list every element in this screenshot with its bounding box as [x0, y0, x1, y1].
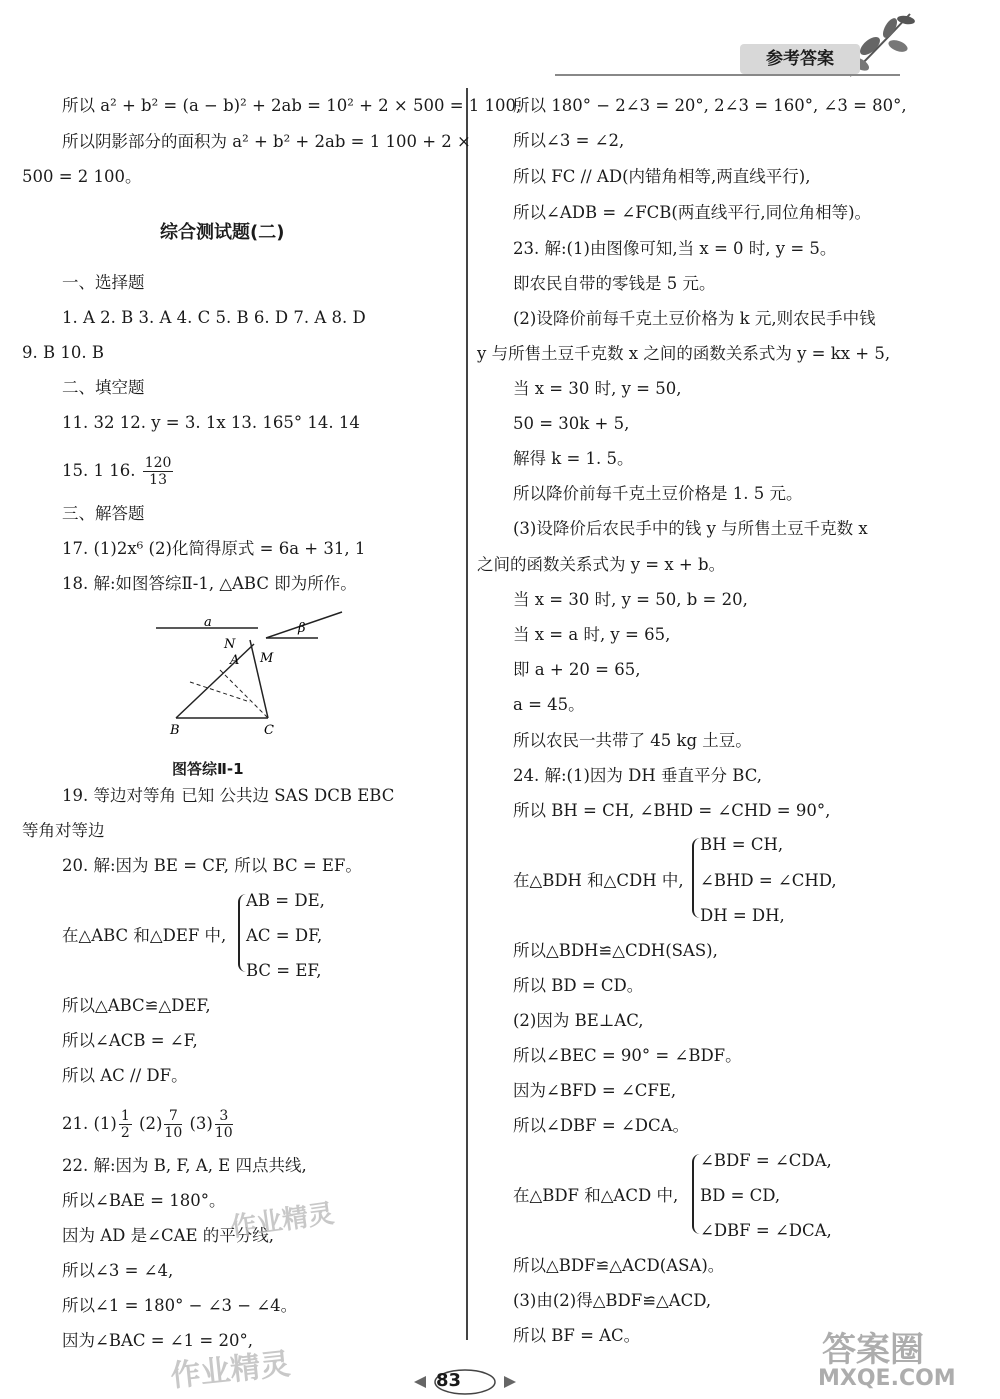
brace — [692, 1154, 700, 1234]
column-divider — [466, 88, 468, 1340]
answer-text: 15. 1 16. — [62, 461, 136, 480]
answer-line: 当 x = 30 时, y = 50, b = 20, — [513, 590, 748, 609]
answer-line: 所以∠3 = ∠2, — [513, 131, 625, 150]
numerator: 3 — [215, 1108, 233, 1125]
condition-line: BH = CH, — [700, 835, 784, 854]
label-N: N — [224, 637, 236, 652]
answer-line: 所以 AC // DF。 — [62, 1066, 188, 1085]
answer-line: 所以∠ADB = ∠FCB(两直线平行,同位角相等)。 — [513, 203, 872, 222]
answer-line: 所以∠BAE = 180°。 — [62, 1191, 226, 1210]
answer-line: 因为∠BAC = ∠1 = 20°, — [62, 1331, 253, 1350]
answer-line: 所以 BF = AC。 — [513, 1326, 641, 1345]
numerator: 120 — [144, 455, 172, 471]
fraction — [215, 1108, 233, 1141]
label-A: A — [230, 653, 240, 668]
answer-line: 24. 解:(1)因为 DH 垂直平分 BC, — [513, 766, 762, 785]
brace — [238, 894, 246, 972]
text-line: 500 = 2 100。 — [22, 167, 142, 186]
section-heading: 一、选择题 — [62, 273, 145, 292]
answer-line: 所以 BD = CD。 — [513, 976, 644, 995]
answer-text: (2) — [139, 1114, 163, 1133]
denominator: 10 — [164, 1125, 183, 1141]
answer-line: (3)由(2)得△BDF≌△ACD, — [513, 1291, 712, 1310]
answer-line: (3)设降价后农民手中的钱 y 与所售土豆千克数 x — [513, 519, 868, 538]
geometry-figure — [150, 610, 350, 740]
text-line: 所以 a² + b² = (a − b)² + 2ab = 10² + 2 × 500 = 1 100, — [62, 96, 522, 115]
answer-line: 在△BDH 和△CDH 中, — [513, 871, 684, 890]
condition-line: DH = DH, — [700, 906, 785, 925]
figure-caption: 图答综Ⅱ-1 — [172, 760, 244, 778]
answer-line: 所以 180° − 2∠3 = 20°, 2∠3 = 160°, ∠3 = 80°, — [513, 96, 907, 115]
section-heading: 三、解答题 — [62, 504, 145, 523]
answer-line: 在△BDF 和△ACD 中, — [513, 1186, 679, 1205]
answer-text: 21. (1) — [62, 1114, 117, 1133]
condition-line: BD = CD, — [700, 1186, 781, 1205]
answer-line: 17. (1)2x⁶ (2)化简得原式 = 6a + 31, 1 — [62, 539, 366, 558]
answer-line: (2)因为 BE⊥AC, — [513, 1011, 644, 1030]
answer-line: 所以∠1 = 180° − ∠3 − ∠4。 — [62, 1296, 298, 1315]
section-heading: 二、填空题 — [62, 378, 145, 397]
answer-line: a = 45。 — [513, 695, 585, 714]
watermark: MXQE.COM — [818, 1366, 956, 1391]
answer-line: 18. 解:如图答综Ⅱ-1, △ABC 即为所作。 — [62, 574, 357, 593]
denominator: 13 — [149, 472, 167, 488]
answer-text: (3) — [189, 1114, 213, 1133]
answer-line — [62, 455, 175, 488]
denominator: 2 — [120, 1125, 130, 1141]
page-number: 83 — [436, 1370, 462, 1391]
answer-line: 即 a + 20 = 65, — [513, 660, 641, 679]
answer-line: 所以∠ACB = ∠F, — [62, 1031, 198, 1050]
label-beta: β — [298, 621, 306, 636]
fraction — [119, 1108, 132, 1141]
answer-line: 23. 解:(1)由图像可知,当 x = 0 时, y = 5。 — [513, 239, 837, 258]
answer-line: 解得 k = 1. 5。 — [513, 449, 634, 468]
condition-line: AB = DE, — [246, 891, 325, 910]
answer-line: 所以△ABC≌△DEF, — [62, 996, 211, 1015]
answer-line: 当 x = 30 时, y = 50, — [513, 379, 682, 398]
answer-key-badge: 参考答案 — [740, 44, 860, 74]
header-rule — [555, 74, 900, 76]
page-number-ornament — [410, 1368, 520, 1396]
watermark: 答案圈 — [822, 1330, 924, 1370]
answer-line: 11. 32 12. y = 3. 1x 13. 165° 14. 14 — [62, 413, 360, 432]
fraction — [143, 455, 174, 488]
condition-line: ∠BHD = ∠CHD, — [700, 871, 837, 890]
label-a: a — [204, 615, 212, 630]
answer-line: (2)设降价前每千克土豆价格为 k 元,则农民手中钱 — [513, 309, 876, 328]
numerator: 1 — [120, 1108, 130, 1124]
answer-line: 20. 解:因为 BE = CF, 所以 BC = EF。 — [62, 856, 362, 875]
answer-line: 1. A 2. B 3. A 4. C 5. B 6. D 7. A 8. D — [62, 308, 366, 327]
answer-line: 所以∠DBF = ∠DCA。 — [513, 1116, 690, 1135]
answer-line: 等角对等边 — [22, 821, 105, 840]
answer-line: 因为 AD 是∠CAE 的平分线, — [62, 1226, 275, 1245]
answer-line: 22. 解:因为 B, F, A, E 四点共线, — [62, 1156, 307, 1175]
answer-line: 在△ABC 和△DEF 中, — [62, 926, 227, 945]
answer-line: 所以农民一共带了 45 kg 土豆。 — [513, 731, 752, 750]
answer-line: 19. 等边对等角 已知 公共边 SAS DCB EBC — [62, 786, 395, 805]
watermark: 作业精灵 — [228, 1198, 336, 1244]
fraction — [164, 1108, 182, 1141]
label-B: B — [170, 723, 180, 738]
condition-line: ∠BDF = ∠CDA, — [700, 1151, 832, 1170]
answer-line: 所以∠3 = ∠4, — [62, 1261, 174, 1280]
answer-line: y 与所售土豆千克数 x 之间的函数关系式为 y = kx + 5, — [477, 344, 891, 363]
answer-line: 因为∠BFD = ∠CFE, — [513, 1081, 677, 1100]
condition-line: ∠DBF = ∠DCA, — [700, 1221, 832, 1240]
answer-line: 9. B 10. B — [22, 343, 104, 362]
condition-line: AC = DF, — [246, 926, 323, 945]
numerator: 7 — [164, 1108, 182, 1125]
answer-line: 所以△BDF≌△ACD(ASA)。 — [513, 1256, 725, 1275]
answer-line: 所以 BH = CH, ∠BHD = ∠CHD = 90°, — [513, 801, 831, 820]
answer-line: 之间的函数关系式为 y = x + b。 — [477, 555, 726, 574]
answer-line: 50 = 30k + 5, — [513, 414, 630, 433]
condition-line: BC = EF, — [246, 961, 322, 980]
answer-line: 当 x = a 时, y = 65, — [513, 625, 671, 644]
answer-line: 即农民自带的零钱是 5 元。 — [513, 274, 716, 293]
text-line: 所以阴影部分的面积为 a² + b² + 2ab = 1 100 + 2 × — [62, 132, 471, 151]
label-C: C — [264, 723, 274, 738]
label-M: M — [260, 651, 274, 666]
answer-line: 所以降价前每千克土豆价格是 1. 5 元。 — [513, 484, 803, 503]
answer-line — [62, 1108, 235, 1141]
brace — [692, 838, 700, 918]
watermark: 作业精灵 — [168, 1346, 292, 1395]
section-title: 综合测试题(二) — [160, 222, 285, 243]
answer-line: 所以∠BEC = 90° = ∠BDF。 — [513, 1046, 742, 1065]
answer-line: 所以△BDH≌△CDH(SAS), — [513, 941, 718, 960]
answer-line: 所以 FC // AD(内错角相等,两直线平行), — [513, 167, 811, 186]
denominator: 10 — [214, 1125, 233, 1141]
